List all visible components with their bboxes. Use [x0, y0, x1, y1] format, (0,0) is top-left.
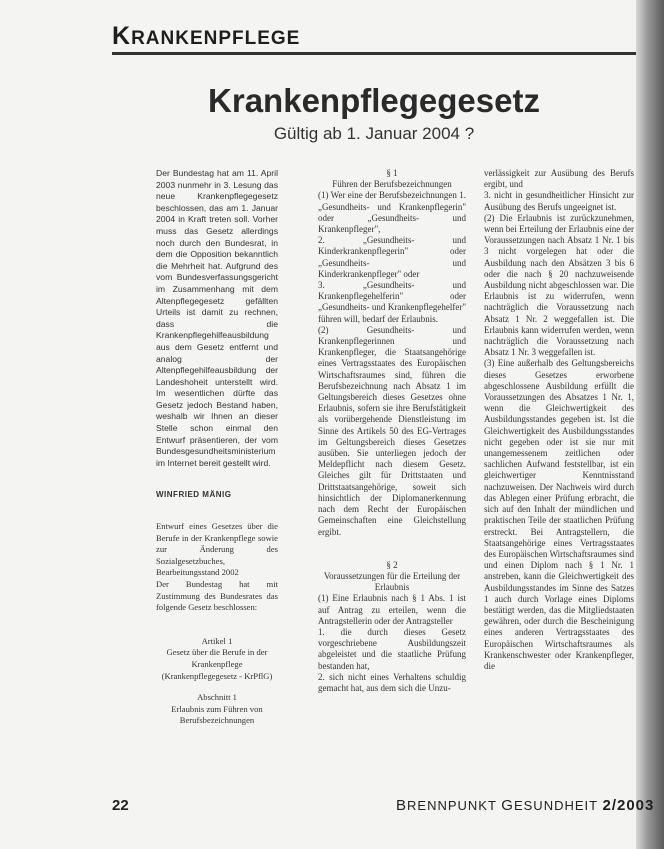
page-binding-edge [636, 0, 664, 849]
header-rule [112, 52, 636, 55]
column-3 [484, 168, 634, 672]
para1-text-1: (1) Wer eine der Berufsbezeichnungen 1. „Gesundheits- und Krankenpflegerin" oder „Gesundheits- und Krankenpfleger", [318, 190, 466, 235]
article1-title: Gesetz über die Berufe in der Krankenpflege (Krankenpflegegesetz - KrPflG) [161, 647, 273, 681]
page-number: 22 [112, 797, 129, 814]
col3-text-3: (2) Die Erlaubnis ist zurückzunehmen, wenn bei Erteilung der Erlaubnis eine der Voraussetzungen nach Absatz 1 Nr. 1 bis 3 nicht vorgelegen hat oder die Ausbildung nach den Absätzen 3 bis 6 oder die nach § 20 nachzuweisende Ausbildung nicht abgeschlossen war. Die Erlaubnis ist zu widerrufen, wenn nachträglich die Voraussetzung nach Absatz 1 Nr. 2 weggefallen ist. Die Erlaubnis kann widerrufen werden, wenn nachträglich die Voraussetzung nach Absatz 1 Nr. 3 weggefallen ist. [484, 212, 634, 358]
section-header-rest: RANKENPFLEGE [131, 28, 301, 49]
magazine-rest-2: ESUNDHEIT [513, 798, 598, 813]
col3-text-2: 3. nicht in gesundheitlicher Hinsicht zur Ausübung des Berufs ungeeignet ist. [484, 190, 634, 212]
para1-title: Führen der Berufsbezeichnungen [332, 179, 452, 190]
para1-text-2: 2. „Gesundheits- und Kinderkrankenpflegerin" oder „Gesundheits- und Kinderkrankenpfleger" oder [318, 235, 466, 279]
magazine-initial-2: G [501, 797, 514, 814]
author-name: WINFRIED MÄNIG [156, 490, 232, 500]
para2-text-1: (1) Eine Erlaubnis nach § 1 Abs. 1 ist auf Antrag zu erteilen, wenn die Antragstellerin oder der Antragsteller [318, 593, 466, 626]
section-header-initial: K [112, 22, 132, 50]
para2-heading: § 2 [386, 559, 398, 570]
para2-text-2: 1. die durch dieses Gesetz vorgeschriebene Ausbildungszeit abgeleistet und die staatliche Prüfung bestanden hat, [318, 626, 466, 671]
para2-title: Voraussetzungen für die Erteilung der Erlaubnis [323, 570, 461, 593]
draft-intro: Entwurf eines Gesetzes über die Berufe in der Krankenpflege sowie zur Änderung des Sozialgesetzbuches, Bearbeitungsstand 2002 [156, 521, 278, 578]
col3-text-1: verlässigkeit zur Ausübung des Berufs ergibt, und [484, 168, 634, 190]
section1-title: Erlaubnis zum Führen von Berufsbezeichnungen [171, 703, 263, 726]
section-header [112, 22, 300, 51]
issue-number: 2/2003 [602, 797, 655, 814]
para2-text-3: 2. sich nicht eines Verhaltens schuldig gemacht hat, aus dem sich die Unzu- [318, 671, 466, 693]
section1-heading: Abschnitt 1 [197, 692, 237, 703]
column-1 [156, 168, 278, 727]
magazine-rest-1: RENNPUNKT [407, 798, 502, 813]
column-2 [318, 168, 466, 694]
magazine-initial-1: B [396, 797, 408, 814]
lead-paragraph: Der Bundestag hat am 11. April 2003 nunmehr in 3. Lesung das neue Krankenpflegegesetz beschlossen, das am 1. Januar 2004 in Kraft treten soll. Vorher muss das Gesetz allerdings noch durch den Bundesrat, in dem die Opposition bekanntlich die Mehrheit hat. Aufgrund des vom Bundesverfassungsgericht im Zusammenhang mit dem Altenpflegegesetz gefällten Urteils ist damit zu rechnen, dass die Krankenpflegehilfeausbildung aus dem Gesetz entfernt und analog der Altenpflegehilfeausbildung der Landeshoheit unterstellt wird. Im wesentlichen dürfte das Gesetz jedoch Bestand haben, weshalb wir Ihnen an dieser Stelle schon einmal den Entwurf präsentieren, der vom Bundesgesundheitsministerium im Internet bereit gestellt wird. [156, 168, 278, 468]
article-title: Krankenpflegegesetz [208, 82, 540, 119]
para1-heading: § 1 [386, 168, 398, 178]
para1-text-3: 3. „Gesundheits- und Krankenpflegehelferin" oder „Gesundheits- und Krankenpflegehelfer" führen will, bedarf der Erlaubnis. [318, 280, 466, 324]
magazine-name [396, 797, 654, 814]
article-subtitle: Gültig ab 1. Januar 2004 ? [273, 124, 475, 143]
draft-intro-2: Der Bundestag hat mit Zustimmung des Bundesrates das folgende Gesetz beschlossen: [156, 579, 278, 613]
para1-text-4: (2) Gesundheits- und Krankenpflegerinnen und Krankenpfleger, die Staatsangehörige eines Vertragsstaates des Europäischen Wirtschaftsraumes sind, führen die Berufsbezeichnung nach Absatz 1 im Geltungsbereich dieses Gesetzes ohne Erlaubnis, sofern sie ihre Berufstätigkeit als vorübergehende Dienstleistung im Sinne des Artikels 50 des EG-Vertrages im Geltungsbereich dieses Gesetzes ausüben. Sie unterliegen jedoch der Meldepflicht nach diesem Gesetz. Gleiches gilt für Drittstaaten und Drittstaatsangehörige, soweit sich hinsichtlich der Diplomanerkennung nach dem Recht der Europäischen Gemeinschaften eine Gleichstellung ergibt. [318, 324, 466, 537]
col3-text-4: (3) Eine außerhalb des Geltungsbereichs dieses Gesetzes erworbene abgeschlossene Ausbildung erfüllt die Voraussetzungen des Absatzes 1 Nr. 1, wenn die Gleichwertigkeit des Ausbildungsstandes gegeben ist. Ist die Gleichwertigkeit des Ausbildungsstandes nicht gegeben oder ist sie nur mit unangemessenem zeitlichen oder sachlichen Aufwand feststellbar, ist ein gleichwertiger Kenntnisstand nachzuweisen. Der Nachweis wird durch das Ablegen einer Prüfung erbracht, die sich auf den Inhalt der mündlichen und praktischen Teile der staatlichen Prüfung erstreckt. Bei Antragstellern, die Staatsangehörige eines Vertragsstaates des Europäischen Wirtschaftsraumes sind und einen Diplom nach § 1 Nr. 1 anstreben, kann die Gleichwertigkeit des Ausbildungsstandes im Sinne des Satzes 1 auch durch Vorlage eines Diploms bestätigt werden, das die Mitgliedstaaten gewähren, oder durch die Bescheinigung eines anderen Vertragsstaates des Europäischen Wirtschaftsraumes als Krankenschwester oder Krankenpfleger, die [484, 358, 634, 671]
article1-heading: Artikel 1 [201, 635, 233, 646]
